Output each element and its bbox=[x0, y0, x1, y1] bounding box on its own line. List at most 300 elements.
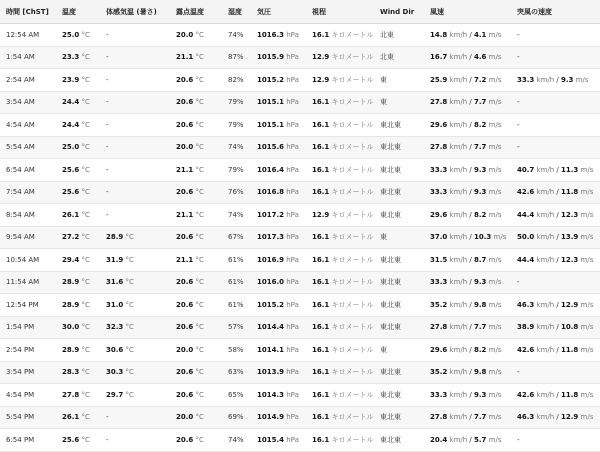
cell-wind-dir: 東 bbox=[374, 226, 424, 249]
gust-ms-value: 11.3 bbox=[561, 165, 579, 174]
visibility-value: 16.1 bbox=[312, 435, 330, 444]
gust-kmh-value: 38.9 bbox=[517, 323, 535, 332]
wind-kmh-unit: km/h bbox=[449, 120, 468, 129]
pressure-value: 1017.2 bbox=[257, 210, 285, 219]
gust-ms-value: 12.3 bbox=[561, 210, 579, 219]
cell-wind-dir: 東北東 bbox=[374, 114, 424, 137]
visibility-unit: キロメートル bbox=[331, 390, 374, 399]
table-row bbox=[0, 204, 600, 227]
temperature-value: 24.4 bbox=[62, 98, 80, 107]
gust-ms-value: 12.3 bbox=[561, 255, 579, 264]
cell-temperature bbox=[56, 204, 100, 227]
visibility-value: 12.9 bbox=[312, 75, 330, 84]
gust-kmh-value: 40.7 bbox=[517, 165, 535, 174]
cell-feels-like: - bbox=[100, 136, 170, 159]
dew-point-unit: °C bbox=[195, 188, 204, 197]
wind-ms-value: 8.7 bbox=[474, 255, 487, 264]
cell-wind-speed: 29.6 km/h / 8.2 m/s bbox=[424, 114, 511, 137]
gust-ms-value: 11.8 bbox=[561, 188, 579, 197]
feels-like-value: 31.0 bbox=[106, 300, 124, 309]
cell-wind-speed: 33.3 km/h / 9.3 m/s bbox=[424, 159, 511, 182]
feels-like-unit: °C bbox=[125, 255, 134, 264]
wind-kmh-value: 25.9 bbox=[430, 75, 448, 84]
temperature-unit: °C bbox=[81, 120, 90, 129]
dew-point-unit: °C bbox=[195, 233, 204, 242]
pressure-value: 1016.9 bbox=[257, 255, 285, 264]
cell-time: 6:54 AM bbox=[0, 159, 56, 182]
cell-dew-point bbox=[170, 316, 222, 339]
pressure-value: 1014.4 bbox=[257, 323, 285, 332]
visibility-unit: キロメートル bbox=[331, 345, 374, 354]
pressure-value: 1017.3 bbox=[257, 233, 285, 242]
cell-gust-speed: - bbox=[511, 271, 600, 294]
feels-like-value: 32.3 bbox=[106, 323, 124, 332]
visibility-value: 16.1 bbox=[312, 345, 330, 354]
visibility-value: 16.1 bbox=[312, 323, 330, 332]
table-row bbox=[0, 429, 600, 452]
wind-ms-value: 9.3 bbox=[474, 278, 487, 287]
wind-ms-value: 8.2 bbox=[474, 120, 487, 129]
cell-pressure bbox=[251, 204, 306, 227]
temperature-value: 28.3 bbox=[62, 368, 80, 377]
wind-ms-value: 7.2 bbox=[474, 75, 487, 84]
wind-ms-unit: m/s bbox=[488, 120, 502, 129]
cell-wind-speed: 33.3 km/h / 9.3 m/s bbox=[424, 384, 511, 407]
visibility-unit: キロメートル bbox=[331, 165, 374, 174]
cell-gust-speed: - bbox=[511, 136, 600, 159]
wind-ms-unit: m/s bbox=[488, 323, 502, 332]
table-row bbox=[0, 24, 600, 47]
temperature-value: 28.9 bbox=[62, 345, 80, 354]
pressure-unit: hPa bbox=[286, 345, 299, 354]
cell-gust-speed: - bbox=[511, 24, 600, 47]
wind-kmh-unit: km/h bbox=[449, 390, 468, 399]
wind-kmh-unit: km/h bbox=[449, 143, 468, 152]
cell-time: 12:54 AM bbox=[0, 24, 56, 47]
cell-visibility bbox=[306, 384, 374, 407]
wind-ms-unit: m/s bbox=[488, 53, 502, 62]
gust-kmh-value: 44.4 bbox=[517, 255, 535, 264]
pressure-value: 1015.1 bbox=[257, 98, 285, 107]
cell-time: 5:54 AM bbox=[0, 136, 56, 159]
dew-point-value: 20.6 bbox=[176, 435, 194, 444]
gust-ms-value: 9.3 bbox=[561, 75, 574, 84]
cell-feels-like: - bbox=[100, 204, 170, 227]
dew-point-unit: °C bbox=[195, 53, 204, 62]
cell-wind-dir: 北東 bbox=[374, 46, 424, 69]
cell-humidity: 76% bbox=[222, 181, 251, 204]
cell-visibility bbox=[306, 69, 374, 92]
pressure-value: 1014.3 bbox=[257, 390, 285, 399]
visibility-unit: キロメートル bbox=[331, 210, 374, 219]
cell-wind-speed: 29.6 km/h / 8.2 m/s bbox=[424, 339, 511, 362]
col-header-humidity[interactable]: 湿度 bbox=[222, 0, 251, 24]
cell-gust-speed: - bbox=[511, 114, 600, 137]
pressure-value: 1015.2 bbox=[257, 300, 285, 309]
cell-wind-dir: 東北東 bbox=[374, 361, 424, 384]
gust-ms-unit: m/s bbox=[580, 413, 594, 422]
cell-temperature bbox=[56, 429, 100, 452]
feels-like-value: 30.6 bbox=[106, 345, 124, 354]
cell-pressure bbox=[251, 271, 306, 294]
temperature-unit: °C bbox=[81, 390, 90, 399]
cell-wind-speed: 16.7 km/h / 4.6 m/s bbox=[424, 46, 511, 69]
pressure-value: 1016.8 bbox=[257, 188, 285, 197]
pressure-unit: hPa bbox=[286, 233, 299, 242]
cell-humidity: 79% bbox=[222, 114, 251, 137]
visibility-value: 16.1 bbox=[312, 300, 330, 309]
cell-temperature bbox=[56, 406, 100, 429]
cell-wind-dir: 東北東 bbox=[374, 294, 424, 317]
cell-temperature bbox=[56, 159, 100, 182]
visibility-unit: キロメートル bbox=[331, 188, 374, 197]
visibility-unit: キロメートル bbox=[331, 255, 374, 264]
temperature-value: 25.0 bbox=[62, 30, 80, 39]
wind-ms-value: 9.3 bbox=[474, 390, 487, 399]
wind-kmh-unit: km/h bbox=[449, 233, 468, 242]
wind-ms-value: 8.2 bbox=[474, 210, 487, 219]
wind-ms-value: 9.3 bbox=[474, 165, 487, 174]
wind-ms-unit: m/s bbox=[488, 75, 502, 84]
col-header-time[interactable]: 時間 [ChST] bbox=[0, 0, 56, 24]
temperature-value: 26.1 bbox=[62, 210, 80, 219]
pressure-value: 1016.0 bbox=[257, 278, 285, 287]
cell-dew-point bbox=[170, 159, 222, 182]
temperature-unit: °C bbox=[81, 30, 90, 39]
col-header-pressure[interactable]: 気圧 bbox=[251, 0, 306, 24]
wind-kmh-unit: km/h bbox=[449, 435, 468, 444]
col-header-wind-speed[interactable]: 風速 bbox=[424, 0, 511, 24]
pressure-value: 1016.4 bbox=[257, 165, 285, 174]
cell-time: 2:54 AM bbox=[0, 69, 56, 92]
gust-kmh-value: 42.6 bbox=[517, 188, 535, 197]
gust-kmh-unit: km/h bbox=[536, 345, 555, 354]
cell-pressure bbox=[251, 114, 306, 137]
cell-wind-speed: 27.8 km/h / 7.7 m/s bbox=[424, 406, 511, 429]
cell-wind-speed: 14.8 km/h / 4.1 m/s bbox=[424, 24, 511, 47]
cell-humidity: 65% bbox=[222, 384, 251, 407]
cell-gust-speed: - bbox=[511, 361, 600, 384]
wind-kmh-unit: km/h bbox=[449, 368, 468, 377]
wind-kmh-unit: km/h bbox=[449, 255, 468, 264]
cell-humidity: 69% bbox=[222, 406, 251, 429]
dew-point-unit: °C bbox=[195, 120, 204, 129]
col-header-gust-speed[interactable]: 突風の速度 bbox=[511, 0, 600, 24]
cell-dew-point bbox=[170, 24, 222, 47]
wind-ms-unit: m/s bbox=[488, 278, 502, 287]
wind-kmh-value: 27.8 bbox=[430, 98, 448, 107]
wind-kmh-value: 27.8 bbox=[430, 143, 448, 152]
cell-gust-speed: 42.6 km/h / 11.8 m/s bbox=[511, 181, 600, 204]
pressure-unit: hPa bbox=[286, 210, 299, 219]
pressure-value: 1015.4 bbox=[257, 435, 285, 444]
cell-temperature bbox=[56, 136, 100, 159]
col-header-wind-dir[interactable]: Wind Dir bbox=[374, 0, 424, 24]
wind-ms-value: 4.6 bbox=[474, 53, 487, 62]
visibility-value: 16.1 bbox=[312, 188, 330, 197]
gust-kmh-unit: km/h bbox=[536, 75, 555, 84]
feels-like-value: 28.9 bbox=[106, 233, 124, 242]
dew-point-value: 20.6 bbox=[176, 98, 194, 107]
visibility-value: 16.1 bbox=[312, 390, 330, 399]
cell-temperature bbox=[56, 339, 100, 362]
wind-kmh-value: 14.8 bbox=[430, 30, 448, 39]
table-row bbox=[0, 406, 600, 429]
dew-point-unit: °C bbox=[195, 30, 204, 39]
cell-humidity: 79% bbox=[222, 159, 251, 182]
cell-humidity: 61% bbox=[222, 294, 251, 317]
wind-ms-unit: m/s bbox=[488, 390, 502, 399]
cell-time: 1:54 AM bbox=[0, 46, 56, 69]
gust-ms-value: 12.9 bbox=[561, 300, 579, 309]
gust-kmh-unit: km/h bbox=[536, 413, 555, 422]
wind-ms-value: 7.7 bbox=[474, 143, 487, 152]
dew-point-value: 20.6 bbox=[176, 120, 194, 129]
cell-wind-speed: 25.9 km/h / 7.2 m/s bbox=[424, 69, 511, 92]
cell-pressure bbox=[251, 429, 306, 452]
col-header-dew-point[interactable]: 露点温度 bbox=[170, 0, 222, 24]
cell-dew-point bbox=[170, 204, 222, 227]
visibility-unit: キロメートル bbox=[331, 413, 374, 422]
cell-time: 3:54 AM bbox=[0, 91, 56, 114]
temperature-value: 29.4 bbox=[62, 255, 80, 264]
wind-kmh-value: 27.8 bbox=[430, 413, 448, 422]
wind-ms-value: 9.3 bbox=[474, 188, 487, 197]
cell-gust-speed: 46.3 km/h / 12.9 m/s bbox=[511, 294, 600, 317]
gust-kmh-value: 42.6 bbox=[517, 390, 535, 399]
dew-point-value: 20.6 bbox=[176, 233, 194, 242]
cell-visibility bbox=[306, 204, 374, 227]
cell-humidity: 82% bbox=[222, 69, 251, 92]
cell-feels-like bbox=[100, 384, 170, 407]
visibility-unit: キロメートル bbox=[331, 53, 374, 62]
wind-ms-value: 7.7 bbox=[474, 413, 487, 422]
cell-visibility bbox=[306, 226, 374, 249]
cell-wind-dir: 東 bbox=[374, 69, 424, 92]
cell-time: 4:54 AM bbox=[0, 114, 56, 137]
feels-like-value: 31.9 bbox=[106, 255, 124, 264]
cell-visibility bbox=[306, 181, 374, 204]
visibility-value: 12.9 bbox=[312, 210, 330, 219]
dew-point-value: 21.1 bbox=[176, 255, 194, 264]
table-row bbox=[0, 271, 600, 294]
feels-like-unit: °C bbox=[125, 300, 134, 309]
temperature-unit: °C bbox=[81, 278, 90, 287]
table-row bbox=[0, 249, 600, 272]
cell-feels-like bbox=[100, 271, 170, 294]
cell-pressure bbox=[251, 226, 306, 249]
cell-feels-like: - bbox=[100, 406, 170, 429]
cell-wind-dir: 東北東 bbox=[374, 429, 424, 452]
temperature-value: 23.9 bbox=[62, 75, 80, 84]
table-row bbox=[0, 159, 600, 182]
cell-feels-like: - bbox=[100, 114, 170, 137]
cell-gust-speed: 42.6 km/h / 11.8 m/s bbox=[511, 384, 600, 407]
pressure-value: 1015.1 bbox=[257, 120, 285, 129]
visibility-unit: キロメートル bbox=[331, 75, 374, 84]
pressure-value: 1015.6 bbox=[257, 143, 285, 152]
col-header-feels-like[interactable]: 体感気温 (暑さ) bbox=[100, 0, 170, 24]
gust-ms-unit: m/s bbox=[580, 233, 594, 242]
gust-kmh-value: 50.0 bbox=[517, 233, 535, 242]
cell-temperature bbox=[56, 249, 100, 272]
wind-ms-value: 8.2 bbox=[474, 345, 487, 354]
gust-ms-value: 10.8 bbox=[561, 323, 579, 332]
cell-humidity: 74% bbox=[222, 204, 251, 227]
cell-pressure bbox=[251, 181, 306, 204]
pressure-unit: hPa bbox=[286, 368, 299, 377]
cell-temperature bbox=[56, 181, 100, 204]
gust-kmh-value: 42.6 bbox=[517, 345, 535, 354]
cell-time: 1:54 PM bbox=[0, 316, 56, 339]
cell-dew-point bbox=[170, 361, 222, 384]
cell-wind-speed: 27.8 km/h / 7.7 m/s bbox=[424, 91, 511, 114]
dew-point-unit: °C bbox=[195, 143, 204, 152]
wind-kmh-value: 27.8 bbox=[430, 323, 448, 332]
table-row bbox=[0, 46, 600, 69]
cell-visibility bbox=[306, 114, 374, 137]
cell-wind-speed: 31.5 km/h / 8.7 m/s bbox=[424, 249, 511, 272]
wind-kmh-value: 16.7 bbox=[430, 53, 448, 62]
cell-pressure bbox=[251, 316, 306, 339]
cell-temperature bbox=[56, 361, 100, 384]
temperature-unit: °C bbox=[81, 53, 90, 62]
dew-point-value: 20.6 bbox=[176, 75, 194, 84]
cell-dew-point bbox=[170, 294, 222, 317]
cell-time: 9:54 AM bbox=[0, 226, 56, 249]
dew-point-value: 20.0 bbox=[176, 345, 194, 354]
cell-visibility bbox=[306, 91, 374, 114]
gust-kmh-unit: km/h bbox=[536, 165, 555, 174]
cell-time: 8:54 AM bbox=[0, 204, 56, 227]
wind-ms-unit: m/s bbox=[488, 300, 502, 309]
wind-kmh-unit: km/h bbox=[449, 30, 468, 39]
col-header-visibility[interactable]: 視程 bbox=[306, 0, 374, 24]
visibility-unit: キロメートル bbox=[331, 98, 374, 107]
wind-kmh-value: 33.3 bbox=[430, 188, 448, 197]
temperature-unit: °C bbox=[81, 188, 90, 197]
table-row bbox=[0, 294, 600, 317]
cell-visibility bbox=[306, 406, 374, 429]
cell-feels-like: - bbox=[100, 69, 170, 92]
gust-kmh-value: 46.3 bbox=[517, 413, 535, 422]
gust-kmh-unit: km/h bbox=[536, 188, 555, 197]
cell-time: 4:54 PM bbox=[0, 384, 56, 407]
cell-gust-speed: 33.3 km/h / 9.3 m/s bbox=[511, 69, 600, 92]
wind-kmh-value: 33.3 bbox=[430, 165, 448, 174]
cell-humidity: 74% bbox=[222, 24, 251, 47]
wind-ms-unit: m/s bbox=[488, 30, 502, 39]
feels-like-unit: °C bbox=[125, 368, 134, 377]
wind-kmh-unit: km/h bbox=[449, 278, 468, 287]
dew-point-value: 20.6 bbox=[176, 368, 194, 377]
cell-gust-speed: 38.9 km/h / 10.8 m/s bbox=[511, 316, 600, 339]
feels-like-unit: °C bbox=[125, 233, 134, 242]
dew-point-value: 20.6 bbox=[176, 300, 194, 309]
cell-humidity: 57% bbox=[222, 316, 251, 339]
cell-visibility bbox=[306, 294, 374, 317]
cell-wind-dir: 東北東 bbox=[374, 271, 424, 294]
feels-like-value: 29.7 bbox=[106, 390, 124, 399]
cell-visibility bbox=[306, 316, 374, 339]
pressure-unit: hPa bbox=[286, 413, 299, 422]
table-row bbox=[0, 316, 600, 339]
cell-gust-speed: 44.4 km/h / 12.3 m/s bbox=[511, 249, 600, 272]
table-row bbox=[0, 361, 600, 384]
visibility-value: 16.1 bbox=[312, 165, 330, 174]
col-header-temperature[interactable]: 温度 bbox=[56, 0, 100, 24]
cell-wind-speed: 27.8 km/h / 7.7 m/s bbox=[424, 316, 511, 339]
gust-kmh-unit: km/h bbox=[536, 255, 555, 264]
pressure-value: 1013.9 bbox=[257, 368, 285, 377]
cell-gust-speed: 46.3 km/h / 12.9 m/s bbox=[511, 406, 600, 429]
cell-dew-point bbox=[170, 114, 222, 137]
cell-temperature bbox=[56, 316, 100, 339]
cell-visibility bbox=[306, 24, 374, 47]
cell-time: 10:54 AM bbox=[0, 249, 56, 272]
cell-pressure bbox=[251, 159, 306, 182]
wind-ms-value: 4.1 bbox=[474, 30, 487, 39]
cell-gust-speed: - bbox=[511, 46, 600, 69]
wind-ms-unit: m/s bbox=[488, 188, 502, 197]
cell-temperature bbox=[56, 91, 100, 114]
table-row bbox=[0, 181, 600, 204]
dew-point-unit: °C bbox=[195, 390, 204, 399]
temperature-value: 27.2 bbox=[62, 233, 80, 242]
visibility-unit: キロメートル bbox=[331, 368, 374, 377]
cell-feels-like: - bbox=[100, 159, 170, 182]
dew-point-unit: °C bbox=[195, 300, 204, 309]
table-row bbox=[0, 384, 600, 407]
pressure-value: 1014.9 bbox=[257, 413, 285, 422]
temperature-value: 26.1 bbox=[62, 413, 80, 422]
visibility-value: 16.1 bbox=[312, 120, 330, 129]
cell-pressure bbox=[251, 406, 306, 429]
cell-pressure bbox=[251, 249, 306, 272]
wind-ms-value: 9.8 bbox=[474, 368, 487, 377]
feels-like-unit: °C bbox=[125, 345, 134, 354]
cell-wind-dir: 東 bbox=[374, 339, 424, 362]
cell-gust-speed: - bbox=[511, 429, 600, 452]
visibility-value: 16.1 bbox=[312, 413, 330, 422]
cell-temperature bbox=[56, 114, 100, 137]
wind-kmh-unit: km/h bbox=[449, 300, 468, 309]
cell-pressure bbox=[251, 91, 306, 114]
gust-kmh-value: 44.4 bbox=[517, 210, 535, 219]
gust-ms-value: 11.8 bbox=[561, 345, 579, 354]
cell-visibility bbox=[306, 361, 374, 384]
wind-ms-unit: m/s bbox=[488, 413, 502, 422]
wind-kmh-value: 20.4 bbox=[430, 435, 448, 444]
cell-wind-speed: 35.2 km/h / 9.8 m/s bbox=[424, 361, 511, 384]
cell-wind-dir: 東北東 bbox=[374, 136, 424, 159]
visibility-value: 16.1 bbox=[312, 143, 330, 152]
cell-temperature bbox=[56, 271, 100, 294]
cell-humidity: 74% bbox=[222, 136, 251, 159]
gust-kmh-unit: km/h bbox=[536, 390, 555, 399]
cell-humidity: 61% bbox=[222, 271, 251, 294]
wind-ms-unit: m/s bbox=[493, 233, 507, 242]
dew-point-value: 21.1 bbox=[176, 53, 194, 62]
cell-visibility bbox=[306, 159, 374, 182]
header-row bbox=[0, 0, 600, 24]
cell-time: 12:54 PM bbox=[0, 294, 56, 317]
gust-ms-unit: m/s bbox=[580, 345, 594, 354]
cell-gust-speed: 44.4 km/h / 12.3 m/s bbox=[511, 204, 600, 227]
temperature-unit: °C bbox=[81, 323, 90, 332]
temperature-value: 30.0 bbox=[62, 323, 80, 332]
cell-temperature bbox=[56, 69, 100, 92]
